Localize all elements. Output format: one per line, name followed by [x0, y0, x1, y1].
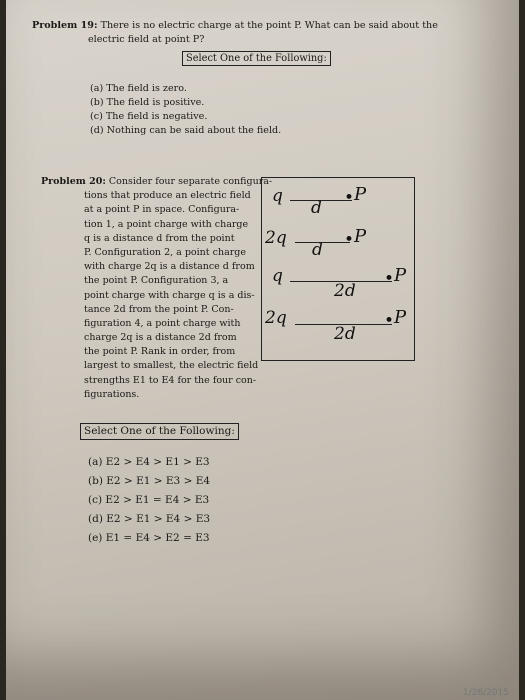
problem19-option-d[interactable]: (d) Nothing can be said about the field. [90, 125, 282, 136]
problem20-line-7: with charge 2q is a distance d from [84, 261, 255, 273]
problem20-option-d[interactable]: (d) E2 > E1 > E4 > E3 [88, 513, 211, 525]
problem20-option-a[interactable]: (a) E2 > E4 > E1 > E3 [88, 456, 210, 468]
config4-point: P [394, 307, 407, 328]
config3-point: P [394, 265, 407, 286]
config4-distance: 2d [334, 324, 356, 344]
problem20-option-b[interactable]: (b) E2 > E1 > E3 > E4 [88, 475, 211, 487]
config2-point-dot: • [344, 230, 355, 250]
problem20-line-13: the point P. Rank in order, from [84, 346, 236, 358]
problem20-line-12: charge 2q is a distance 2d from [84, 332, 237, 344]
problem20-line-6: P. Configuration 2, a point charge [84, 246, 246, 258]
problem19-label: Problem 19: [32, 20, 98, 31]
problem20-line-10: tance 2d from the point P. Con- [84, 303, 234, 315]
problem19-question-line1 [32, 19, 438, 32]
config1-charge: q [272, 186, 283, 206]
problem20-option-e[interactable]: (e) E1 = E4 > E2 = E3 [88, 532, 210, 544]
problem20-line-15: strengths E1 to E4 for the four con- [84, 374, 257, 386]
problem19-option-b[interactable]: (b) The field is positive. [90, 97, 205, 108]
problem20-option-c[interactable]: (c) E2 > E1 = E4 > E3 [88, 494, 210, 506]
problem20-line-2: tions that produce an electric field [84, 190, 251, 202]
problem20-line-1: Consider four separate configura- [108, 176, 273, 187]
problem20-line-5: q is a distance d from the point [84, 232, 235, 244]
problem19-question-text: There is no electric charge at the point P. What can be said about the [100, 20, 438, 31]
configuration-figure [261, 177, 415, 361]
worksheet-page [6, 0, 519, 700]
problem20-line-14: largest to smallest, the electric field [84, 360, 259, 372]
problem20-line-16: figurations. [84, 388, 140, 400]
config3-distance: 2d [334, 281, 356, 301]
config1-point-dot: • [344, 188, 355, 208]
problem20-select-label: Select One of the Following: [80, 423, 239, 440]
config2-distance: d [312, 240, 323, 260]
problem19-option-c[interactable]: (c) The field is negative. [90, 111, 208, 122]
photo-date-stamp: 1/26/2015 [462, 688, 509, 698]
problem20-line-4: tion 1, a point charge with charge [84, 218, 249, 230]
config3-point-dot: • [384, 269, 395, 289]
config2-charge: 2q [265, 228, 287, 248]
config4-point-dot: • [384, 311, 395, 331]
problem20-line-3: at a point P in space. Configura- [84, 204, 240, 216]
config1-distance: d [311, 198, 322, 218]
problem20-line-9: point charge with charge q is a dis- [84, 289, 255, 301]
config4-charge: 2q [265, 308, 287, 328]
config1-point: P [354, 184, 367, 205]
problem20-line-11: figuration 4, a point charge with [84, 317, 241, 329]
config2-point: P [354, 226, 367, 247]
problem20-line-8: the point P. Configuration 3, a [84, 275, 229, 287]
problem19-option-a[interactable]: (a) The field is zero. [90, 83, 187, 94]
problem20-statement [41, 175, 271, 402]
problem19-select-label: Select One of the Following: [182, 51, 331, 66]
config3-charge: q [272, 266, 283, 286]
problem19-question-line2: electric field at point P? [88, 34, 205, 45]
problem20-label: Problem 20: [41, 176, 106, 187]
